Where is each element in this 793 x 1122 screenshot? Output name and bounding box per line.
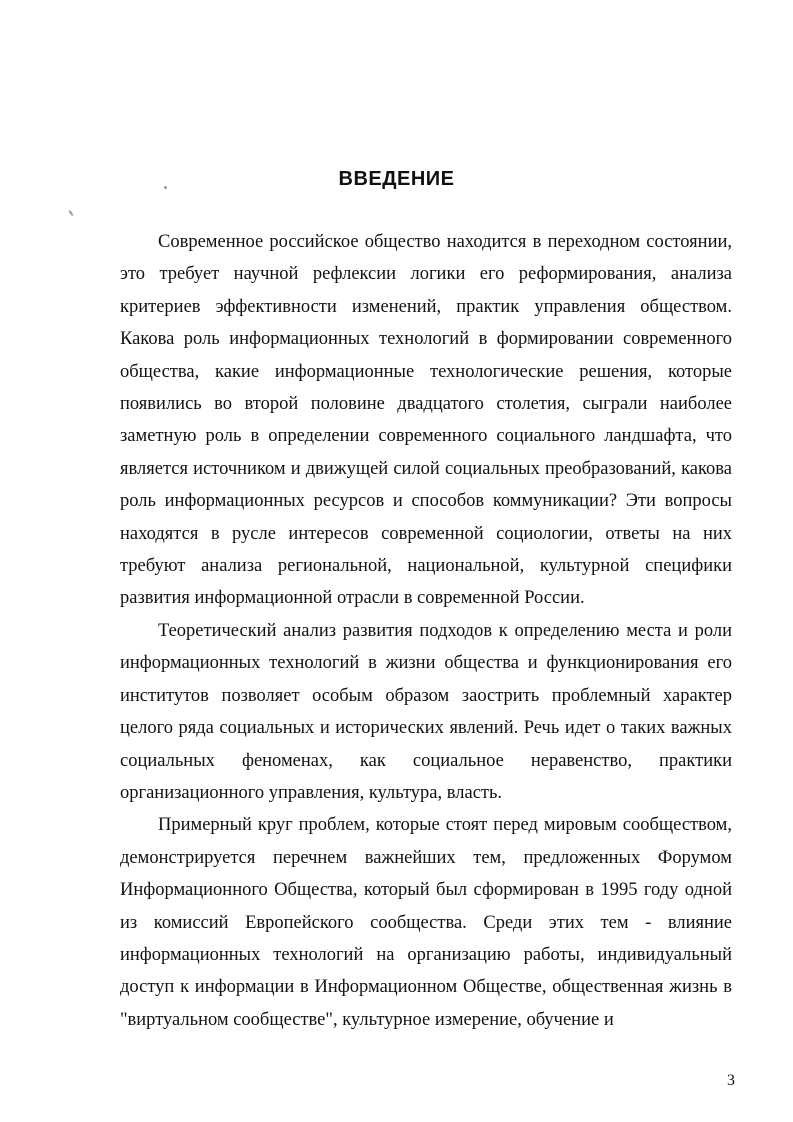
body-text bbox=[120, 226, 732, 1036]
paragraph: Примерный круг проблем, которые стоят перед мировым сообществом, демонстрируется перечнем важнейших тем, предложенных Форумом Информационного Общества, который был сформирован в 1995 году одной из комиссий Европейского сообщества. Среди этих тем - влияние информационных технологий на организацию работы, индивидуальный доступ к информации в Информационном Обществе, общественная жизнь в "виртуальном сообществе", культурное измерение, обучение и bbox=[120, 815, 732, 1030]
paragraph: Современное российское общество находится в переходном состоянии, это требует научной рефлексии логики его реформирования, анализа критериев эффективности изменений, практик управления обществом. Какова роль информационных технологий в формировании современного общества, какие информационные технологические решения, которые появились во второй половине двадцатого столетия, сыграли наиболее заметную роль в определении современного социального ландшафта, что является источником и движущей силой социальных преобразований, какова роль информационных ресурсов и способов коммуникации? Эти вопросы находятся в русле интересов современной социологии, ответы на них требуют анализа региональной, национальной, культурной специфики развития информационной отрасли в современной России. bbox=[120, 232, 732, 609]
page-title: ВВЕДЕНИЕ bbox=[338, 168, 455, 190]
scan-artifact-dot bbox=[68, 210, 73, 216]
page-number: 3 bbox=[727, 1072, 735, 1089]
paragraph: Теоретический анализ развития подходов к определению места и роли информационных технологий в жизни общества и функционирования его институтов позволяет особым образом заострить проблемный характер целого ряда социальных и исторических явлений. Речь идет о таких важных социальных феноменах, как социальное неравенство, практики организационного управления, культура, власть. bbox=[120, 620, 732, 803]
